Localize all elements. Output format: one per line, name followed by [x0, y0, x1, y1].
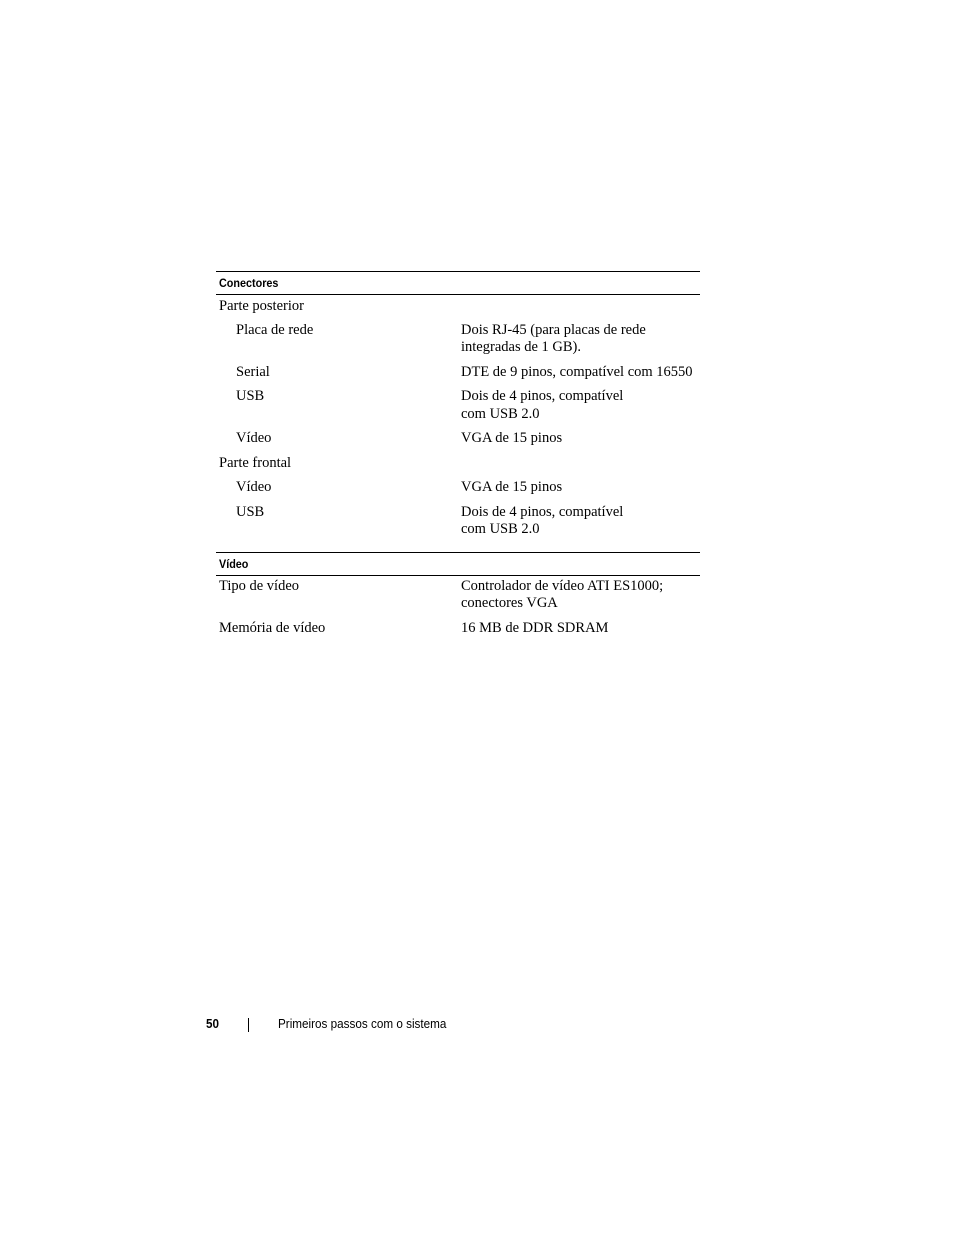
spec-value-line: com USB 2.0 — [461, 405, 540, 422]
section-title: Conectores — [219, 276, 279, 290]
spec-value — [458, 388, 700, 423]
section-header-video — [216, 552, 700, 576]
spec-value — [458, 620, 700, 638]
spec-label: Memória de vídeo — [219, 619, 326, 636]
spec-row-usb-rear — [216, 388, 700, 423]
spec-value-line: VGA de 15 pinos — [461, 430, 563, 446]
spec-value-line: conectores VGA — [461, 595, 558, 611]
footer-separator — [248, 1018, 249, 1032]
spec-row-video-rear — [216, 430, 700, 448]
spec-row-video-front — [216, 479, 700, 497]
spec-value-line: VGA de 15 pinos — [461, 479, 563, 495]
spec-value-line: Controlador de vídeo ATI ES1000; — [461, 577, 664, 594]
spec-table — [216, 271, 700, 637]
spec-value-line: DTE de 9 pinos, compatível com 16550 — [461, 363, 693, 380]
spec-value-line: com USB 2.0 — [461, 521, 540, 537]
spec-row-placa-de-rede — [216, 322, 700, 357]
subsection-rear: Parte posterior — [219, 298, 304, 314]
spec-value-line: Dois de 4 pinos, compatível — [461, 388, 624, 404]
spec-row-serial — [216, 364, 700, 382]
spec-value-line: Dois RJ-45 (para placas de rede — [461, 321, 646, 338]
spec-value-line: Dois de 4 pinos, compatível — [461, 503, 624, 520]
spec-value — [458, 364, 700, 382]
spec-label: USB — [236, 388, 265, 404]
spec-value-line: 16 MB de DDR SDRAM — [461, 619, 609, 636]
spec-row-memoria-de-video — [216, 620, 700, 638]
spec-value-line: integradas de 1 GB). — [461, 339, 581, 355]
subsection-front: Parte frontal — [219, 454, 292, 471]
spec-label: USB — [236, 503, 265, 520]
section-title: Vídeo — [219, 556, 249, 571]
spec-label: Tipo de vídeo — [219, 577, 300, 594]
spec-value — [458, 479, 700, 497]
spec-row-tipo-de-video — [216, 578, 700, 613]
spec-value — [458, 430, 700, 448]
spec-value — [458, 504, 700, 539]
spec-label: Serial — [236, 363, 270, 380]
page-footer — [206, 1015, 447, 1033]
page-number: 50 — [206, 1016, 220, 1031]
spec-label: Vídeo — [236, 479, 272, 495]
spec-value — [458, 322, 700, 357]
footer-title: Primeiros passos com o sistema — [278, 1016, 447, 1031]
spec-label: Placa de rede — [236, 321, 314, 338]
spec-row-usb-front — [216, 504, 700, 539]
spec-label: Vídeo — [236, 430, 272, 446]
section-header-conectores — [216, 271, 700, 295]
spec-value — [458, 578, 700, 613]
